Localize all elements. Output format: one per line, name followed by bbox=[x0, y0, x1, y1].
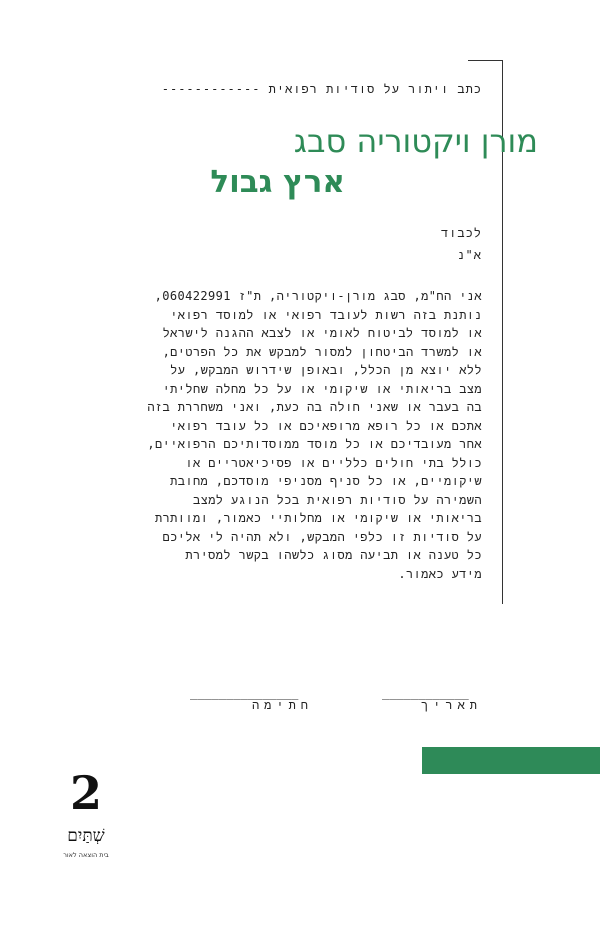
date-line: ____________ bbox=[382, 686, 469, 700]
body-line: או למוסד לביטוח לאומי או לצבא ההגנה לישראל bbox=[162, 326, 482, 340]
addressee-line2: א"נ bbox=[457, 248, 482, 262]
book-title: ארץ גבול bbox=[210, 164, 345, 200]
addressee-line1: לכבוד bbox=[440, 226, 482, 240]
body-line: כל טענה או תביעה מסוג כלשהו בקשר למסירת bbox=[185, 548, 482, 562]
body-line: אני הח"מ, סבג מורן-ויקטוריה, ת"ז 060422991, bbox=[154, 289, 482, 303]
body-line: אחר מעובדיכם או כל מוסד ממוסדותיכם הרפואיים, bbox=[147, 437, 482, 451]
waiver-body bbox=[147, 287, 482, 583]
publisher-tagline: בית הוצאה לאור bbox=[63, 851, 109, 859]
body-line: בריאותי או שיקומי או מחלותיי כאמור, ומוותרת bbox=[154, 511, 482, 525]
publisher-logo-number: 2 bbox=[69, 766, 102, 820]
body-line: בה בעבר או שאני חולה בה כעת, ואני משחררת בזה bbox=[147, 400, 482, 414]
author-name: מורן ויקטוריה סבג bbox=[293, 122, 538, 160]
date-label: תאריך bbox=[420, 698, 482, 712]
body-line: השמירה על סודיות רפואית בכל הנוגע למצב bbox=[193, 492, 482, 507]
body-line: מידע כאמור. bbox=[398, 566, 482, 581]
publisher-logo-name: שְׁתַּיִם bbox=[67, 826, 105, 846]
body-line: על סודיות זו כלפי המבקש, ולא תהיה לי אליכם bbox=[162, 529, 482, 544]
body-line: כולל בתי חולים כלליים או פסיכיאטריים או bbox=[185, 455, 482, 470]
body-line: מצב בריאותי או שיקומי או על כל מחלה שחליתי bbox=[162, 381, 482, 396]
body-line: אתכם או כל רופא מרופאיכם או כל עובד רפואי bbox=[170, 418, 482, 433]
signature-line: _______________ bbox=[190, 686, 299, 700]
form-title: כתב ויתור על סודיות רפואית ------------ bbox=[161, 82, 482, 96]
body-line: ללא יוצא מן הכלל, ובאופן שידרוש המבקש, על bbox=[170, 363, 482, 377]
signature-label: חתימה bbox=[251, 698, 313, 712]
frame-top-line bbox=[468, 60, 503, 61]
body-line: שיקומיים, או כל סניף מסניפי מוסדכם, מחובת bbox=[170, 474, 482, 488]
body-line: נותנת בזה רשות לעובד רפואי או למוסד רפואי bbox=[170, 307, 482, 322]
accent-bar bbox=[422, 747, 600, 774]
body-line: או למשרד הביטחון למסור למבקש את כל הפרטים, bbox=[162, 344, 482, 359]
